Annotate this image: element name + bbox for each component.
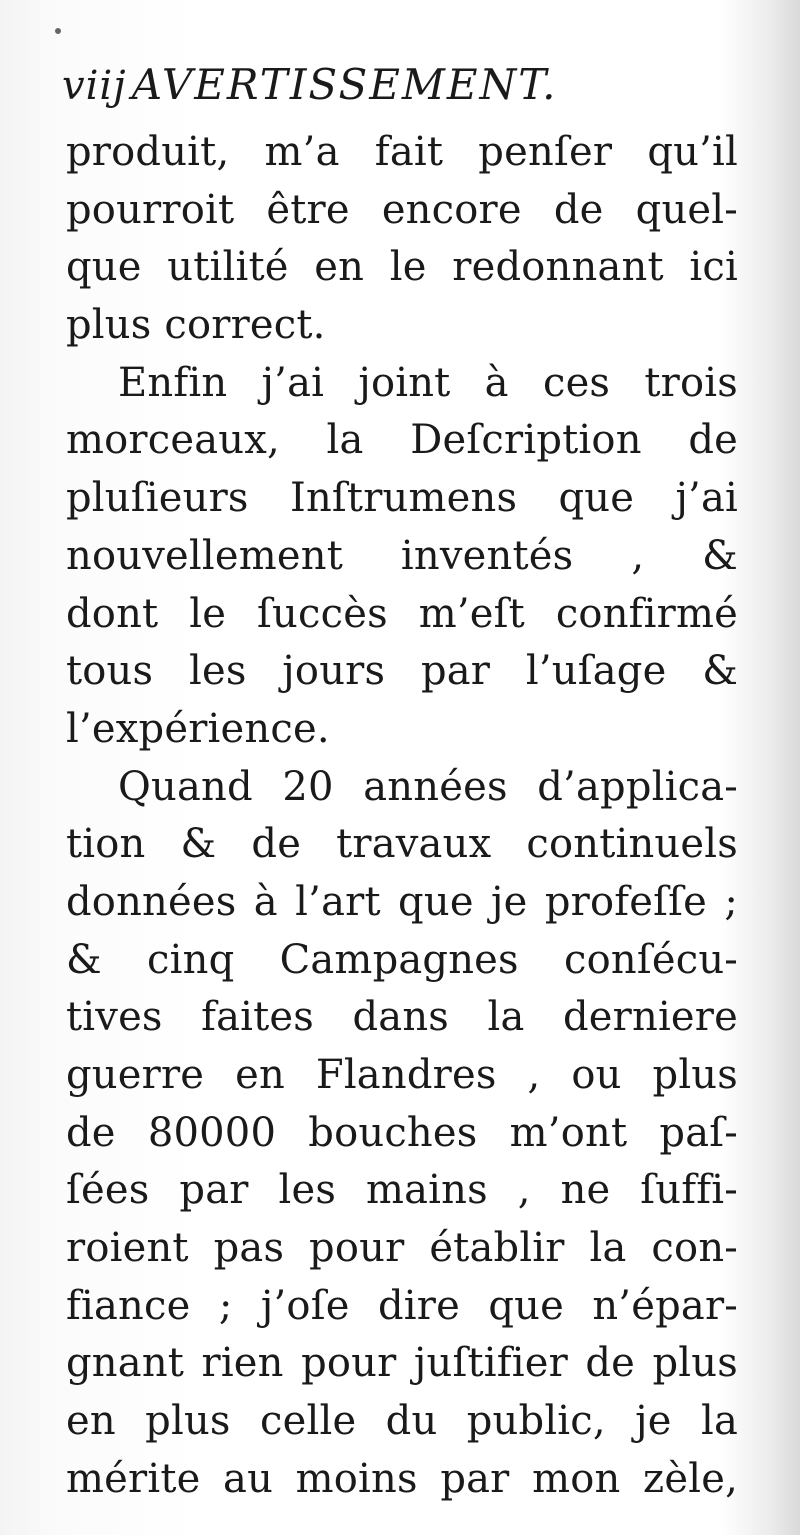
text-line: gnant rien pour juſtifier de plus <box>66 1340 738 1387</box>
text-line: produit, m’a fait penſer qu’il <box>66 129 738 175</box>
text-line: que utilité en le redonnant ici <box>66 244 738 291</box>
text-line: données à l’art que je profeſſe ; <box>66 878 738 925</box>
text-line: morceaux, la Deſcription de <box>66 417 738 464</box>
text-line: dont le ſuccès m’eſt confirmé <box>66 590 738 637</box>
text-line: roient pas pour établir la con- <box>66 1225 738 1272</box>
running-title: AVERTISSEMENT. <box>131 60 558 109</box>
text-line: fiance ; j’oſe dire que n’épar- <box>66 1282 738 1329</box>
text-line: tion & de travaux continuels <box>66 821 738 868</box>
page-header <box>62 60 742 120</box>
text-line: en plus celle du public, je la <box>66 1398 738 1445</box>
text-line: nouvellement inventés , & <box>66 532 738 579</box>
text-line: tous les jours par l’uſage & <box>66 648 738 695</box>
body-text <box>66 124 738 1509</box>
text-line: & cinq Campagnes conſécu- <box>66 936 738 983</box>
text-line: ſées par les mains , ne ſuffi- <box>66 1167 738 1214</box>
page-number: viij <box>62 63 127 109</box>
text-line: tives faites dans la derniere <box>66 994 738 1041</box>
text-line: Enfin j’ai joint à ces trois <box>118 359 738 406</box>
text-line: pluſieurs Inſtrumens que j’ai <box>66 475 738 522</box>
text-line: l’expérience. <box>66 705 330 752</box>
text-line: guerre en Flandres , ou plus <box>66 1052 738 1098</box>
ink-speck <box>55 28 61 34</box>
text-line: pourroit être encore de quel- <box>66 186 738 233</box>
text-line: de 80000 bouches m’ont paſ- <box>66 1109 738 1156</box>
text-line: plus correct. <box>66 302 326 349</box>
text-line: Quand 20 années d’applica- <box>118 763 738 810</box>
text-line: mérite au moins par mon zèle, <box>66 1455 738 1502</box>
